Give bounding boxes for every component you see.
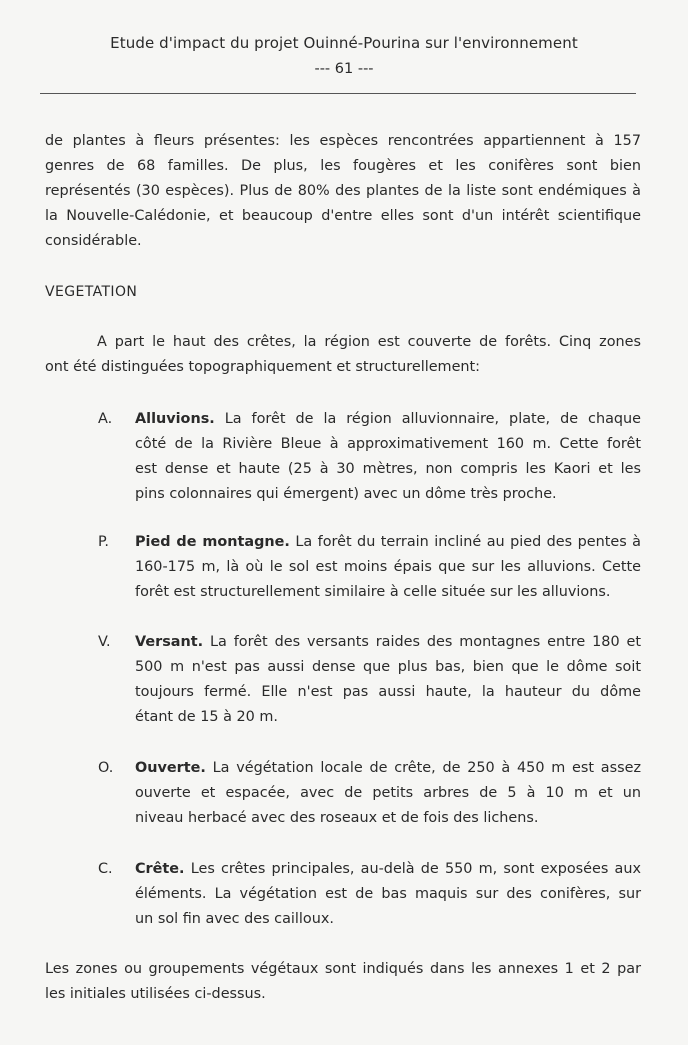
- text-line: étant de 15 à 20 m.: [135, 709, 278, 725]
- zone-term: Alluvions.: [135, 411, 215, 427]
- zone-description: [135, 530, 641, 605]
- text-line: La forêt des versants raides des montagnes entre 180 et: [209, 634, 641, 650]
- zone-letter: A.: [98, 411, 113, 427]
- zone-description: [135, 857, 641, 932]
- text-line: ont été distinguées topographiquement et structurellement:: [45, 359, 481, 375]
- text-line: ouverte et espacée, avec de petits arbres de 5 à 10 m et un: [135, 785, 641, 801]
- text-line: toujours fermé. Elle n'est pas aussi haute, la hauteur du dôme: [135, 684, 641, 700]
- text-line: La végétation locale de crête, de 250 à 450 m est assez: [212, 760, 641, 776]
- zone-letter: V.: [98, 634, 111, 650]
- text-line: A part le haut des crêtes, la région est couverte de forêts. Cinq zones: [97, 334, 641, 350]
- text-line: un sol fin avec des cailloux.: [135, 911, 334, 927]
- zone-term: Pied de montagne.: [135, 534, 290, 550]
- text-line: éléments. La végétation est de bas maquis sur des conifères, sur: [135, 886, 641, 902]
- zone-letter: O.: [98, 760, 114, 776]
- zone-letter: P.: [98, 534, 110, 550]
- zone-term: Crête.: [135, 861, 185, 877]
- text-line: considérable.: [45, 233, 142, 249]
- text-line: forêt est structurellement similaire à celle située sur les alluvions.: [135, 584, 611, 600]
- zone-term: Ouverte.: [135, 760, 206, 776]
- closing-paragraph: [45, 957, 641, 1007]
- zone-description: [135, 630, 641, 730]
- header-divider: [40, 93, 636, 94]
- text-line: genres de 68 familles. De plus, les fougères et les conifères sont bien: [45, 158, 641, 174]
- section-heading: VEGETATION: [45, 284, 138, 300]
- vegetation-intro-paragraph: [45, 330, 641, 380]
- text-line: pins colonnaires qui émergent) avec un dôme très proche.: [135, 486, 557, 502]
- text-line: 500 m n'est pas aussi dense que plus bas, bien que le dôme soit: [135, 659, 641, 675]
- text-line: est dense et haute (25 à 30 mètres, non compris les Kaori et les: [135, 461, 641, 477]
- page-header-title: Etude d'impact du projet Ouinné-Pourina sur l'environnement: [110, 34, 578, 52]
- intro-paragraph: [45, 129, 641, 254]
- text-line: 160-175 m, là où le sol est moins épais que sur les alluvions. Cette: [135, 559, 641, 575]
- page-number: --- 61 ---: [314, 61, 374, 77]
- text-line: de plantes à fleurs présentes: les espèces rencontrées appartiennent à 157: [45, 133, 641, 149]
- text-line: niveau herbacé avec des roseaux et de fois des lichens.: [135, 810, 539, 826]
- zone-letter: C.: [98, 861, 113, 877]
- text-line: représentés (30 espèces). Plus de 80% des plantes de la liste sont endémiques à: [45, 183, 641, 199]
- zone-description: [135, 407, 641, 507]
- zone-term: Versant.: [135, 634, 204, 650]
- text-line: La forêt de la région alluvionnaire, plate, de chaque: [224, 411, 641, 427]
- text-line: la Nouvelle-Calédonie, et beaucoup d'entre elles sont d'un intérêt scientifique: [45, 208, 641, 224]
- text-line: Les crêtes principales, au-delà de 550 m, sont exposées aux: [190, 861, 641, 877]
- text-line: côté de la Rivière Bleue à approximativement 160 m. Cette forêt: [135, 436, 641, 452]
- zone-description: [135, 756, 641, 831]
- text-line: La forêt du terrain incliné au pied des pentes à: [295, 534, 641, 550]
- text-line: les initiales utilisées ci-dessus.: [45, 986, 266, 1002]
- text-line: Les zones ou groupements végétaux sont indiqués dans les annexes 1 et 2 par: [45, 961, 641, 977]
